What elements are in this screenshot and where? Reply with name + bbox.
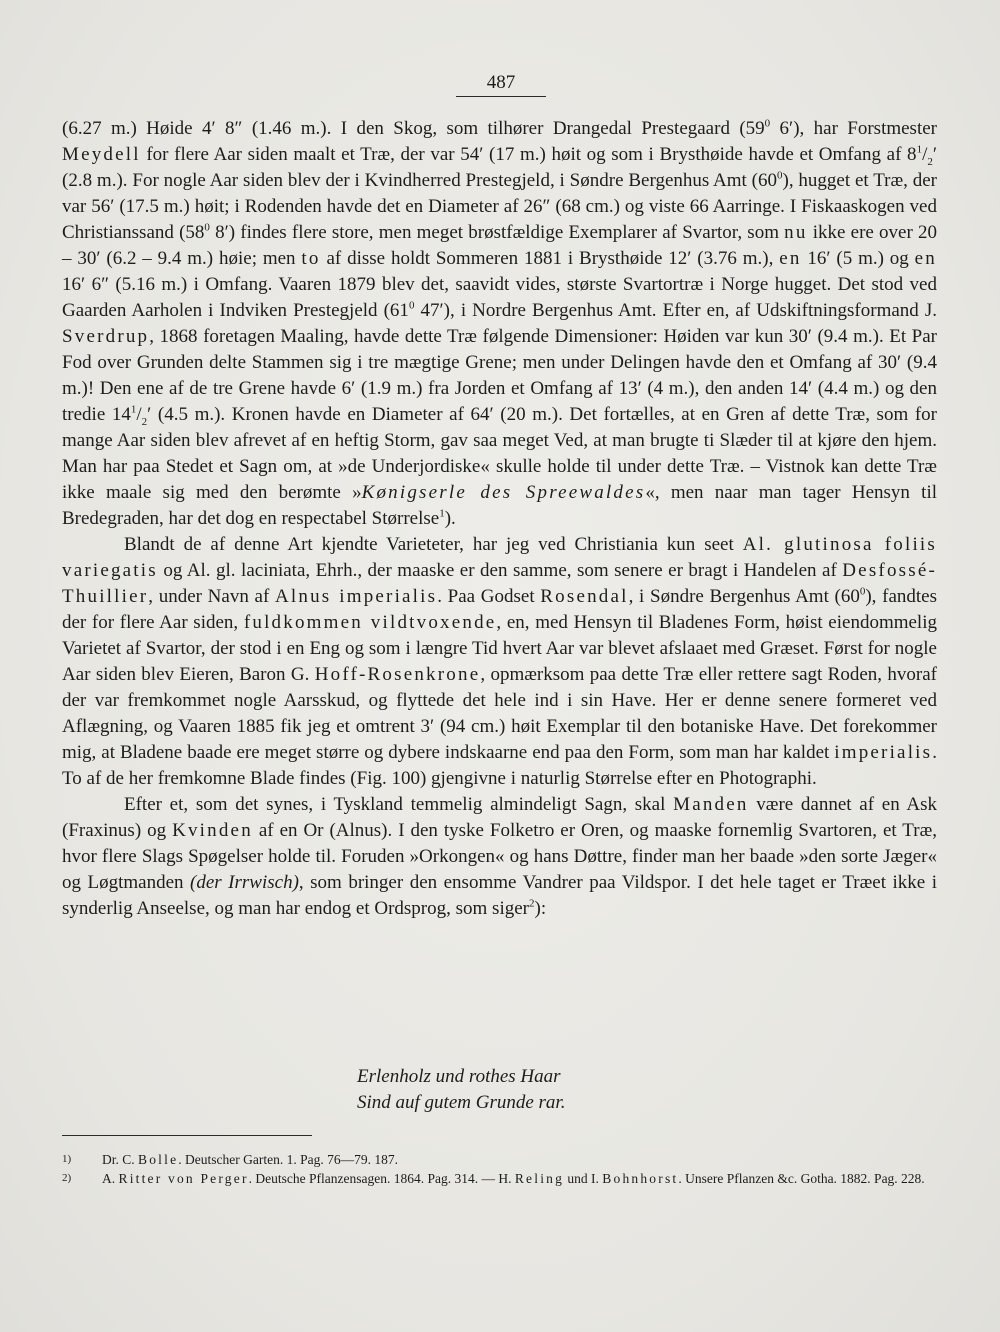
footnote-text: [102, 1150, 937, 1169]
styled-text-run: en: [779, 248, 802, 269]
styled-text-run: Bolle: [138, 1152, 179, 1167]
footnote-2: [62, 1169, 937, 1188]
text-run: Blandt de af denne Art kjendte Varieteter, har jeg ved Christiania kun seet: [124, 534, 743, 555]
styled-text-run: 0: [764, 117, 771, 130]
text-run: ), fandtes der for flere Aar siden,: [62, 586, 937, 633]
page-number-rule: [456, 96, 546, 97]
text-run: 8′) findes flere store, men meget brøstfældige Exemplarer af Svartor, som: [209, 222, 785, 243]
body-text: [62, 116, 937, 922]
text-run: A.: [102, 1171, 119, 1186]
text-run: for flere Aar siden maalt et Træ, der var 54′ (17 m.) høit og som i Brysthøide havde et Omfang af 8: [140, 144, 917, 165]
text-run: (6.27 m.) Høide 4′ 8″ (1.46 m.). I den Skog, som tilhører Drangedal Prestegaard (59: [62, 118, 765, 139]
text-run: , under Navn af: [148, 586, 275, 607]
footnotes: [62, 1150, 937, 1188]
styled-text-run: 1: [439, 507, 445, 520]
styled-text-run: 2: [927, 155, 933, 168]
styled-text-run: (der Irrwisch): [190, 872, 299, 893]
text-run: , som bringer den ensomme Vandrer paa Vildspor. I det hele taget er Træet ikke i synderlig Anseelse, og man har endog et Ordsprog, som siger: [62, 872, 937, 919]
text-run: af disse holdt Sommeren 1881 i Brysthøide 12′ (3.76 m.),: [320, 248, 780, 269]
styled-text-run: Desfossé-Thuillier: [62, 560, 937, 607]
text-run: . Deutscher Garten. 1. Pag. 76—79. 187.: [178, 1152, 398, 1167]
proverb-verse: [357, 1064, 757, 1116]
styled-text-run: to: [301, 248, 321, 269]
footnote-mark: 1): [62, 1153, 72, 1165]
styled-text-run: Ritter von Perger: [118, 1171, 249, 1186]
text-run: Efter et, som det synes, i Tyskland temmelig almindeligt Sagn, skal: [124, 794, 674, 815]
text-run: /: [136, 404, 142, 425]
styled-text-run: 0: [777, 169, 783, 182]
text-run: ikke ere over 20 – 30′ (6.2 – 9.4 m.) høie; men: [62, 222, 937, 269]
text-run: af en Or (Alnus). I den tyske Folketro er Oren, og maaske fornemlig Svartoren, et Træ, hvor flere Slags Spøgelser holde til. Foruden »Orkongen« og hans Døttre, finder man her baade »den sorte Jæger« og Løgtmanden: [62, 820, 937, 893]
text-run: «, men naar man tager Hensyn til Bredegraden, har det dog en respectabel Størrelse: [62, 482, 937, 529]
styled-text-run: Kvinden: [172, 820, 253, 841]
text-run: . Paa Godset: [437, 586, 541, 607]
text-run: . Unsere Pflanzen &c. Gotha. 1882. Pag. 228.: [678, 1171, 925, 1186]
verse-line-2: Sind auf gutem Grunde rar.: [357, 1092, 566, 1113]
styled-text-run: Sverdrup: [62, 326, 150, 347]
footnote-1: [62, 1150, 937, 1169]
styled-text-run: en: [914, 248, 938, 269]
styled-text-run: 2: [529, 897, 535, 910]
styled-text-run: Al. glutinosa foliis variegatis: [62, 534, 937, 581]
styled-text-run: Rosendal: [540, 586, 629, 607]
text-run: /: [922, 144, 928, 165]
styled-text-run: 1: [916, 143, 923, 156]
styled-text-run: nu: [784, 222, 808, 243]
text-run: . To af de her fremkomne Blade findes (Fig. 100) gjengivne i naturlig Størrelse efter en Photographi.: [62, 742, 937, 789]
text-run: und I.: [564, 1171, 603, 1186]
text-run: 16′ 6″ (5.16 m.) i Omfang. Vaaren 1879 blev det, saavidt vides, største Svartortræ i Norge hugget. Det stod ved Gaarden Aarholen i Indviken Prestegjeld (61: [62, 274, 937, 321]
paragraph-1: [62, 116, 937, 532]
styled-text-run: 0: [204, 221, 210, 234]
text-run: , 1868 foretagen Maaling, havde dette Træ følgende Dimensioner: Høiden var kun 30′ (9.4 m.). Et Par Fod over Grunden delte Stammen sig i tre mægtige Grene; men under Delingen havde den et Omfang af 30′ (9.4 m.)! Den ene af de tre Grene havde 6′ (1.9 m.) fra Jorden et Omfang af 13′ (4 m.), den anden 14′ (4.4 m.) og den tredie 14: [62, 326, 937, 425]
paragraph-2: [62, 532, 937, 792]
styled-text-run: imperialis: [834, 742, 933, 763]
text-run: ′ (4.5 m.). Kronen havde en Diameter af 64′ (20 m.). Det fortælles, at en Gren af dette Træ, som for mange Aar siden blev afrevet af en heftig Storm, gav saa meget Ved, at man brugte ti Slæder til at kjøre den hjem. Man har paa Stedet et Sagn om, at »de Underjordiske« skulle holde til under dette Træ. – Vistnok kan dette Træ ikke maale sig med den berømte »: [62, 404, 937, 503]
styled-text-run: Kønigserle des Spreewaldes: [361, 482, 646, 503]
text-run: være dannet af en Ask (Fraxinus) og: [62, 794, 937, 841]
footnote-mark: 2): [62, 1172, 72, 1184]
styled-text-run: Alnus imperialis: [274, 586, 438, 607]
text-run: 6′), har Forstmester: [770, 118, 937, 139]
text-run: ), hugget et Træ, der var 56′ (17.5 m.) høit; i Rodenden havde det en Diameter af 26″ (68 cm.) og viste 66 Aarringe. I Fiskaaskogen ved Christianssand (58: [62, 170, 937, 243]
styled-text-run: 0: [408, 299, 415, 312]
styled-text-run: fuldkommen vildtvoxende: [243, 612, 497, 633]
styled-text-run: Bohnhorst: [602, 1171, 679, 1186]
text-run: ′ (2.8 m.). For nogle Aar siden blev der i Kvindherred Prestegjeld, i Søndre Bergenhus Amt (60: [62, 144, 937, 191]
styled-text-run: 1: [130, 403, 137, 416]
text-run: 16′ (5 m.) og: [801, 248, 915, 269]
text-run: og Al. gl. laciniata, Ehrh., der maaske er den samme, som senere er bragt i Handelen af: [157, 560, 843, 581]
styled-text-run: Hoff-Rosenkrone: [314, 664, 481, 685]
text-run: Dr. C.: [102, 1152, 139, 1167]
text-run: ).: [444, 508, 456, 529]
paragraph-3: [62, 792, 937, 922]
text-run: 47′), i Nordre Bergenhus Amt. Efter en, af Udskiftningsformand J.: [414, 300, 937, 321]
styled-text-run: Reling: [514, 1171, 565, 1186]
footnote-rule: [62, 1135, 312, 1136]
text-run: ):: [534, 898, 547, 919]
page-number: 487: [486, 72, 516, 93]
styled-text-run: Meydell: [62, 144, 141, 165]
styled-text-run: Manden: [673, 794, 749, 815]
text-run: , opmærksom paa dette Træ eller rettere sagt Roden, hvoraf der var fremkommet nogle Aarsskud, og flyttede det hele ind i sin Have. Her er denne senere formeret ved Aflægning, og Vaaren 1885 fik jeg et omtrent 3′ (94 cm.) høit Exemplar til den botaniske Have. Det forekommer mig, at Bladene baade ere meget større og dybere indskaarne end paa den Form, som man har kaldet: [62, 664, 937, 763]
styled-text-run: 0: [859, 585, 866, 598]
text-run: . Deutsche Pflanzensagen. 1864. Pag. 314. — H.: [248, 1171, 515, 1186]
text-run: , i Søndre Bergenhus Amt (60: [628, 586, 860, 607]
footnote-text: [102, 1169, 937, 1188]
verse-line-1: Erlenholz und rothes Haar: [357, 1066, 561, 1087]
styled-text-run: 2: [141, 415, 148, 428]
text-run: , en, med Hensyn til Bladenes Form, høist eiendommelig Varietet af Svartor, der stod i en Eng og som i længre Tid hvert Aar var blevet afslaaet med Græset. Først for nogle Aar siden blev Eieren, Baron G.: [62, 612, 937, 685]
